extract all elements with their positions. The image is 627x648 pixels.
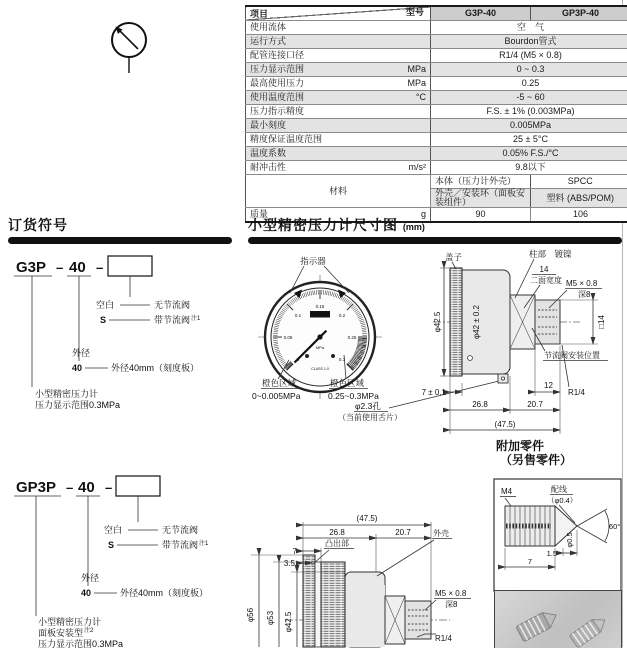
row-value: 塑料 (ABS/POM): [531, 189, 627, 208]
orange-zone-left-title: 橙色区域: [262, 378, 297, 388]
row-label: 最小刻度: [250, 121, 286, 130]
wire-label: 配线: [551, 484, 567, 494]
row-label: 运行方式: [250, 37, 286, 46]
spacer-ring: [315, 562, 321, 647]
table-row: [246, 161, 627, 175]
photo-screw-2: [569, 614, 609, 648]
model-desc-2: 面板安装型: [38, 627, 83, 638]
accessories-drawing: [493, 478, 623, 592]
accessories-title-line1: 附加零件: [496, 440, 572, 454]
row-label: 压力显示范围: [250, 65, 304, 74]
table-row: [246, 91, 627, 105]
header-item-model-cell: [246, 6, 431, 21]
hole-label: φ2.3孔: [355, 401, 381, 411]
row-value: SPCC: [531, 175, 627, 189]
brand-logo-text: KOGANEI: [313, 313, 328, 317]
order-model-code: GP3P: [16, 479, 56, 496]
dial-number: 0.15: [316, 304, 325, 309]
port-label: R1/4: [568, 388, 585, 397]
dial-class: CLASS 1.0: [311, 367, 329, 371]
photo-screw-1: [516, 607, 560, 641]
row-value: 0 ~ 0.3: [431, 63, 627, 77]
dim-12-label: 12: [544, 381, 553, 390]
dial-number: 0.1: [295, 313, 302, 318]
section-title-dimensions: [248, 215, 425, 235]
dial-number: 0.25: [348, 335, 357, 340]
angle-label: 60°: [609, 522, 620, 531]
threaded-port: [405, 601, 431, 639]
thread-depth-label: 深8: [445, 600, 458, 609]
dimensions-title-text: 小型精密压力计尺寸图: [248, 217, 398, 233]
order-dash: –: [66, 480, 73, 495]
dim-tip-label: 1.5: [547, 549, 557, 558]
table-row: [246, 147, 627, 161]
table-row: [246, 133, 627, 147]
protrusion-label: 凸出部: [325, 538, 349, 548]
order-model-code: G3P: [16, 259, 46, 276]
orange-zone-right-title: 橙色区域: [330, 378, 365, 388]
thread-label: M5 × 0.8: [566, 279, 598, 288]
table-row: [246, 105, 627, 119]
needle-hub: [317, 334, 322, 339]
table-header-row: [246, 6, 627, 21]
dia-body-label: φ42 ± 0.2: [472, 304, 481, 339]
table-row: [246, 35, 627, 49]
table-row: [246, 21, 627, 35]
od-title: 外径: [72, 347, 90, 358]
accessories-title: [496, 440, 572, 468]
wire-dia-label: （φ0.4）: [547, 496, 577, 505]
dim-7-label: 7: [293, 547, 298, 556]
row-value: -5 ~ 60: [431, 91, 627, 105]
hole-note: （当前使用舌片）: [338, 412, 402, 422]
column-plating-label: 柱部 镀镍: [529, 249, 572, 259]
dia-front-label: φ56: [246, 607, 255, 622]
order-size-code: 40: [69, 259, 86, 276]
row-label: 耐冲击性: [250, 163, 286, 172]
dim-length-label: 7: [528, 557, 532, 566]
option-blank-desc: 无节流阀: [162, 524, 198, 535]
row-label: 压力指示精度: [250, 107, 304, 116]
row-label: 本体（压力计外壳）: [431, 175, 531, 189]
dim-207-label: 20.7: [395, 528, 411, 537]
mass-value-g3p: 90: [431, 208, 531, 223]
model-desc-1: 小型精密压力计: [35, 388, 98, 399]
row-value: 0.005MPa: [431, 119, 627, 133]
section-bar: [8, 237, 232, 244]
od-desc: 外径40mm（刻度板）: [111, 362, 199, 373]
tip-dia-label: φ0.5: [565, 532, 574, 547]
header-item-label: 项目: [250, 10, 268, 19]
knurled-cover: [450, 268, 462, 376]
dia-panel-label: φ53: [266, 610, 275, 625]
order-option-box: [116, 476, 160, 496]
option-s-note: 注1: [199, 539, 209, 547]
row-unit: MPa: [407, 79, 426, 88]
indicator-label: 指示器: [300, 256, 326, 266]
row-label: 质量: [250, 210, 268, 219]
dim-total: [450, 396, 560, 434]
flats-label: 二面宽度: [530, 275, 562, 285]
row-value: 25 ± 5°C: [431, 133, 627, 147]
spec-table: [245, 5, 627, 223]
dimension-drawing-gp3p: [245, 510, 480, 647]
table-row: [246, 119, 627, 133]
row-value: F.S. ± 1% (0.003MPa): [431, 105, 627, 119]
panel-gauge-body: [285, 555, 450, 647]
accessories-title-line2: （另售零件）: [496, 454, 572, 468]
order-dash: –: [105, 480, 112, 495]
dial-screw: [331, 354, 335, 358]
dim-total-label: (47.5): [495, 420, 516, 429]
row-value: Bourdon管式: [431, 35, 627, 49]
valve-position-label: 节流阀安装位置: [544, 350, 600, 360]
row-value: R1/4 (M5 × 0.8): [431, 49, 627, 63]
row-value: 0.25: [431, 77, 627, 91]
pressure-gauge-symbol-icon: [98, 12, 162, 76]
model-desc-3: 压力显示范围0.3MPa: [38, 638, 123, 648]
dial-screw: [305, 354, 309, 358]
dim-207-label: 20.7: [527, 400, 543, 409]
screws-photo-illustration: [495, 591, 621, 648]
dim-35-label: 3.5: [284, 559, 296, 568]
od-code: 40: [72, 363, 82, 373]
m4-label: M4: [501, 487, 513, 496]
od-code: 40: [81, 588, 91, 598]
dim-268-label: 26.8: [329, 528, 345, 537]
table-row: [246, 49, 627, 63]
dim-total-label: (47.5): [357, 514, 378, 523]
hex-column: [385, 596, 405, 644]
housing-label: 外壳: [433, 528, 449, 538]
header-model1: G3P-40: [431, 6, 531, 21]
order-size-code: 40: [78, 479, 95, 496]
option-s-desc: 带节流阀: [162, 539, 198, 550]
row-value: 9.8以下: [431, 161, 627, 175]
flats-value: 14: [540, 265, 549, 274]
table-row-material-1: [246, 175, 627, 189]
option-s-note: 注1: [191, 314, 201, 322]
option-blank-desc: 无节流阀: [154, 299, 190, 310]
row-unit: MPa: [407, 65, 426, 74]
port-label: R1/4: [435, 634, 452, 643]
accessories-photo: [494, 590, 622, 648]
option-s-label: S: [108, 540, 114, 550]
dimensions-unit-note: (mm): [403, 222, 425, 232]
option-s-desc: 带节流阀: [154, 314, 190, 325]
row-unit: m/s²: [409, 163, 427, 172]
dia-outer-label: φ42.5: [433, 311, 442, 332]
front-flange: [303, 555, 315, 647]
order-option-box: [108, 256, 152, 276]
row-unit: g: [421, 210, 426, 219]
row-label: 使用温度范围: [250, 93, 304, 102]
ordering-diagram-g3p: [8, 250, 240, 412]
orange-zone-right-range: 0.25~0.3MPa: [328, 391, 379, 401]
material-group-label: 材料: [246, 175, 431, 208]
table-row: [246, 63, 627, 77]
mass-value-gp3p: 106: [531, 208, 627, 223]
model-desc-1: 小型精密压力计: [38, 616, 101, 627]
row-label: 使用流体: [250, 23, 286, 32]
dim-268-label: 26.8: [472, 400, 488, 409]
dial-number: 0.2: [339, 313, 346, 318]
thread-label: M5 × 0.8: [435, 589, 467, 598]
threaded-port: [535, 300, 560, 344]
row-unit: °C: [416, 93, 426, 102]
option-blank-label: 空白: [104, 524, 122, 535]
section-title-ordering: 订货符号: [8, 215, 68, 235]
header-model-label: 型号: [406, 8, 424, 17]
model-desc-2: 压力显示范围0.3MPa: [35, 399, 120, 410]
gauge-side-view: [433, 268, 580, 383]
leader-line: [377, 540, 434, 576]
cover-label: 盖子: [445, 252, 463, 262]
dimension-drawing-g3p: [248, 248, 622, 443]
od-title: 外径: [81, 572, 99, 583]
row-value: 空 气: [431, 21, 627, 35]
model-desc-2-note: 注2: [84, 626, 94, 634]
option-s-label: S: [100, 315, 106, 325]
od-desc: 外径40mm（刻度板）: [120, 587, 208, 598]
row-value: 0.05% F.S./°C: [431, 147, 627, 161]
row-label: 最高使用压力: [250, 79, 304, 88]
thread-depth-label: 深8: [578, 290, 591, 299]
row-label: 外壳／安装环（面板安装组件）: [431, 189, 531, 208]
square-dim-label: □14: [597, 315, 606, 329]
mounting-ring: [321, 562, 345, 647]
orange-zone-left-range: 0~0.005MPa: [252, 391, 301, 401]
order-dash: –: [96, 260, 103, 275]
table-row: [246, 77, 627, 91]
dia-body-label: φ42.5: [284, 611, 293, 632]
dim-bezel-7: [422, 376, 462, 397]
row-label: 精度保证温度范围: [250, 135, 322, 144]
section-bar: [248, 237, 622, 244]
order-dash: –: [56, 260, 63, 275]
row-label: 配管连接口径: [250, 51, 304, 60]
header-model2: GP3P-40: [531, 6, 627, 21]
dial-number: 0.3: [339, 357, 346, 362]
dial-number: 0.05: [284, 335, 293, 340]
dial-unit: MPa: [316, 345, 325, 350]
row-label: 温度系数: [250, 149, 286, 158]
dim-bezel-label: 7 ± 0.1: [422, 388, 447, 397]
order-connector-lines: [14, 496, 138, 616]
option-blank-label: 空白: [96, 299, 114, 310]
hex-column: [510, 295, 535, 349]
ordering-diagram-gp3p: [8, 470, 243, 647]
